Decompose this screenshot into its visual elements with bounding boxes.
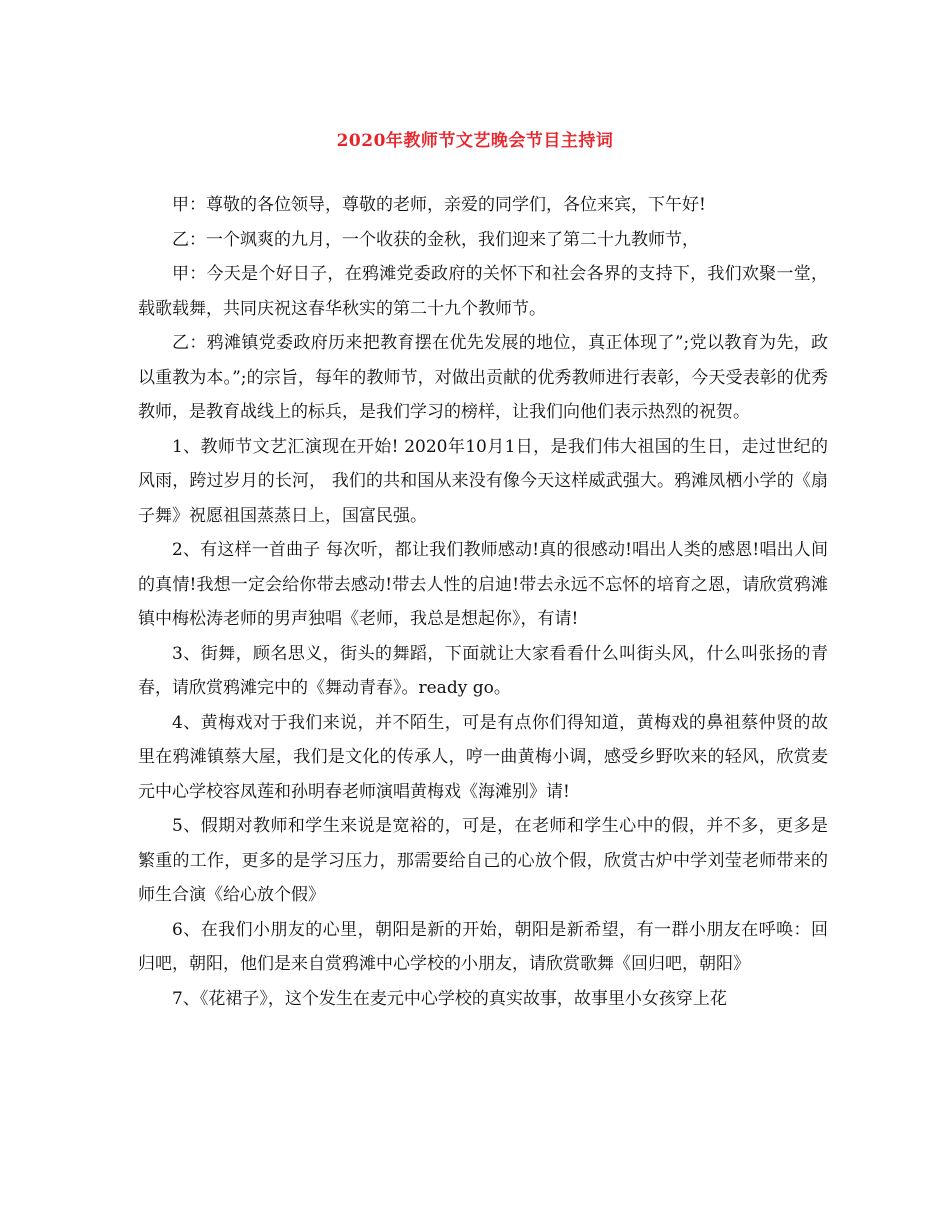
paragraph-program-4: 4、黄梅戏对于我们来说，并不陌生，可是有点你们得知道，黄梅戏的鼻祖蔡仲贤的故里在鸦滩镇蔡大屋，我们是文化的传承人，哼一曲黄梅小调，感受乡野吹来的轻风，欣赏麦元中心学校容凤莲和孙明春老师演唱黄梅戏《海滩别》请! [138,712,828,802]
paragraph-program-3: 3、街舞，顾名思义，街头的舞蹈，下面就让大家看看什么叫街头风，什么叫张扬的青春，请欣赏鸦滩完中的《舞动青春》。ready go。 [138,643,828,698]
paragraph-program-7: 7、《花裙子》，这个发生在麦元中心学校的真实故事，故事里小女孩穿上花 [172,988,727,1009]
document-title: 2020年教师节文艺晚会节目主持词 [336,131,614,151]
paragraph-greeting-jia: 甲：尊敬的各位领导，尊敬的老师，亲爱的同学们，各位来宾，下午好! [172,195,706,215]
paragraph-program-1: 1、教师节文艺汇演现在开始! 2020年10月1日，是我们伟大祖国的生日，走过世纪的风雨，跨过岁月的长河， 我们的共和国从来没有像今天这样威武强大。鸦滩凤栖小学的《扇子舞》祝愿祖国蒸蒸日上，国富民强。 [138,436,828,526]
paragraph-program-6: 6、在我们小朋友的心里，朝阳是新的开始，朝阳是新希望，有一群小朋友在呼唤：回归吧，朝阳，他们是来自赏鸦滩中心学校的小朋友，请欣赏歌舞《回归吧，朝阳》 [138,919,828,974]
paragraph-celebration-jia: 甲：今天是个好日子，在鸦滩党委政府的关怀下和社会各界的支持下，我们欢聚一堂，载歌载舞，共同庆祝这春华秋实的第二十九个教师节。 [138,264,828,319]
document-body [138,188,828,1016]
paragraph-program-2: 2、有这样一首曲子 每次听，都让我们教师感动!真的很感动!唱出人类的感恩!唱出人间的真情!我想一定会给你带去感动!带去人性的启迪!带去永远不忘怀的培育之恩，请欣赏鸦滩镇中梅松涛老师的男声独唱《老师，我总是想起你》，有请! [138,540,828,629]
paragraph-program-5: 5、假期对教师和学生来说是宽裕的，可是，在老师和学生心中的假，并不多，更多是繁重的工作，更多的是学习压力，那需要给自己的心放个假，欣赏古炉中学刘莹老师带来的师生合演《给心放个假》 [138,816,828,905]
paragraph-commendation-yi: 乙：鸦滩镇党委政府历来把教育摆在优先发展的地位，真正体现了”;党以教育为先，政以重教为本。”;的宗旨，每年的教师节，对做出贡献的优秀教师进行表彰，今天受表彰的优秀教师，是教育战线上的标兵，是我们学习的榜样，让我们向他们表示热烈的祝贺。 [138,333,828,422]
paragraph-greeting-yi: 乙：一个飒爽的九月，一个收获的金秋，我们迎来了第二十九教师节， [172,229,699,250]
